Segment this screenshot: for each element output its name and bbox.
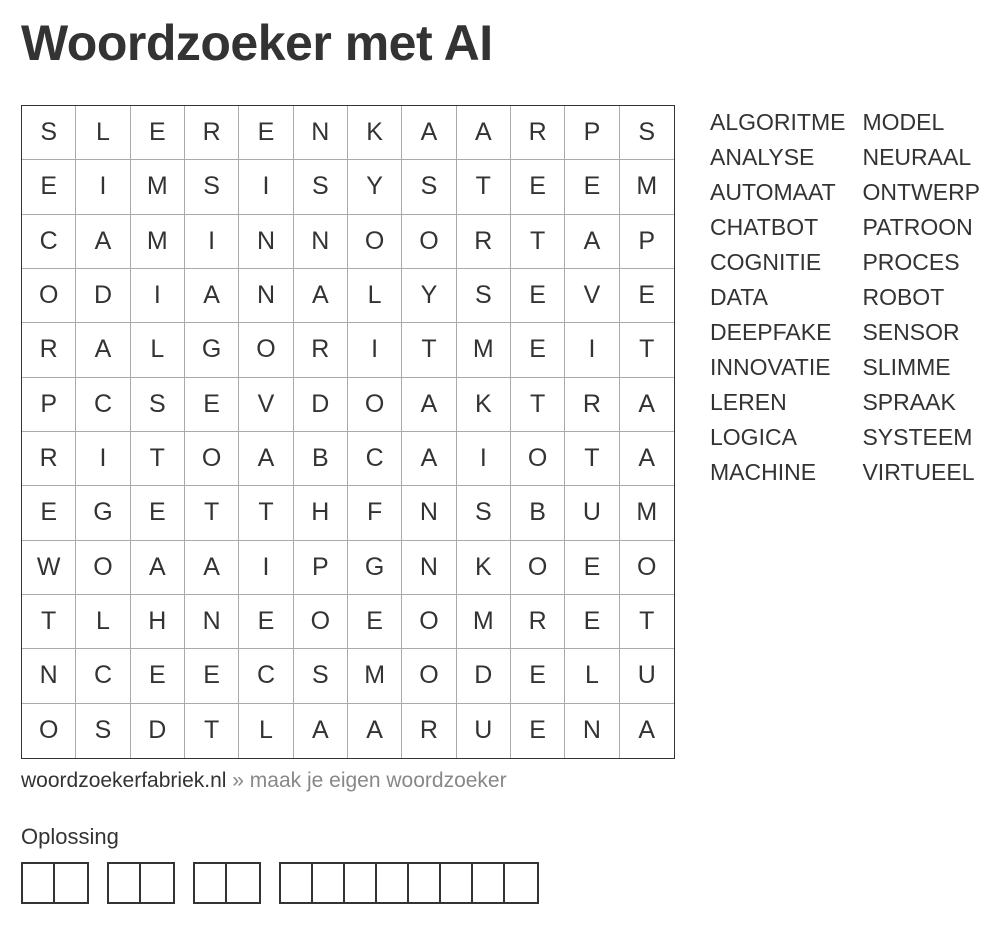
grid-cell: M: [620, 160, 674, 214]
grid-cell: P: [294, 541, 348, 595]
word-list-item: MODEL: [862, 109, 945, 135]
grid-cell: U: [620, 649, 674, 703]
grid-cell: E: [131, 106, 185, 160]
grid-cell: E: [348, 595, 402, 649]
grid-cell: O: [402, 595, 456, 649]
grid-cell: E: [22, 486, 76, 540]
grid-cell: R: [185, 106, 239, 160]
grid-cell: L: [131, 323, 185, 377]
grid-cell: U: [457, 704, 511, 758]
solution-boxes: [21, 862, 539, 904]
grid-cell: E: [22, 160, 76, 214]
grid-cell: E: [511, 704, 565, 758]
word-list-item: ALGORITME: [710, 109, 846, 135]
grid-cell: N: [565, 704, 619, 758]
grid-cell: C: [76, 649, 130, 703]
grid-cell: R: [22, 323, 76, 377]
grid-cell: O: [185, 432, 239, 486]
grid-cell: T: [565, 432, 619, 486]
solution-letter-box[interactable]: [345, 864, 377, 902]
solution-word-group: [21, 862, 89, 904]
grid-cell: T: [511, 378, 565, 432]
grid-cell: N: [185, 595, 239, 649]
grid-cell: I: [76, 160, 130, 214]
grid-cell: M: [131, 160, 185, 214]
footer-tagline: » maak je eigen woordzoeker: [226, 769, 507, 792]
grid-cell: I: [76, 432, 130, 486]
grid-cell: O: [402, 649, 456, 703]
word-list-item: SENSOR: [862, 319, 960, 345]
grid-cell: C: [348, 432, 402, 486]
grid-cell: A: [565, 215, 619, 269]
grid-cell: T: [620, 595, 674, 649]
solution-letter-box[interactable]: [23, 864, 55, 902]
letter-grid: [21, 105, 675, 759]
grid-cell: L: [239, 704, 293, 758]
word-list-item: PROCES: [862, 249, 960, 275]
grid-cell: E: [511, 160, 565, 214]
grid-cell: L: [565, 649, 619, 703]
grid-cell: M: [348, 649, 402, 703]
grid-cell: A: [638, 716, 656, 745]
grid-cell: I: [348, 323, 402, 377]
solution-letter-box[interactable]: [313, 864, 345, 902]
grid-cell: K: [457, 378, 511, 432]
site-link[interactable]: woordzoekerfabriek.nl: [21, 769, 227, 792]
grid-cell: Y: [348, 160, 402, 214]
grid-cell: A: [239, 432, 293, 486]
grid-cell: V: [565, 269, 619, 323]
solution-letter-box[interactable]: [505, 864, 537, 902]
grid-cell: S: [131, 378, 185, 432]
grid-cell: P: [22, 378, 76, 432]
grid-cell: S: [620, 106, 674, 160]
grid-cell: I: [457, 432, 511, 486]
grid-cell: C: [239, 649, 293, 703]
grid-cell: R: [565, 378, 619, 432]
grid-cell: W: [22, 541, 76, 595]
grid-cell: L: [348, 269, 402, 323]
solution-letter-box[interactable]: [195, 864, 227, 902]
grid-cell: E: [239, 595, 293, 649]
grid-cell: T: [131, 432, 185, 486]
footer: [21, 767, 507, 795]
solution-letter-box[interactable]: [141, 864, 173, 902]
grid-cell: O: [22, 704, 76, 758]
grid-cell: A: [185, 541, 239, 595]
solution-word-group: [107, 862, 175, 904]
grid-cell: A: [185, 269, 239, 323]
grid-cell: S: [294, 649, 348, 703]
solution-letter-box[interactable]: [55, 864, 87, 902]
solution-word-group: [193, 862, 261, 904]
grid-cell: M: [457, 595, 511, 649]
grid-cell: S: [402, 160, 456, 214]
grid-cell: T: [22, 595, 76, 649]
grid-cell: O: [402, 215, 456, 269]
word-list-item: NEURAAL: [862, 144, 972, 170]
grid-cell: T: [185, 704, 239, 758]
grid-cell: G: [185, 323, 239, 377]
word-list-column-2: [862, 105, 980, 490]
grid-cell: N: [22, 649, 76, 703]
word-list-item: DATA: [710, 284, 768, 310]
word-list-item: MACHINE: [710, 459, 817, 485]
grid-cell: T: [457, 160, 511, 214]
solution-letter-box[interactable]: [441, 864, 473, 902]
grid-cell: N: [239, 269, 293, 323]
grid-cell: M: [131, 215, 185, 269]
grid-cell: F: [348, 486, 402, 540]
solution-letter-box[interactable]: [473, 864, 505, 902]
grid-cell: E: [185, 649, 239, 703]
grid-cell: A: [76, 215, 130, 269]
grid-cell: E: [565, 160, 619, 214]
grid-cell: G: [348, 541, 402, 595]
solution-letter-box[interactable]: [227, 864, 259, 902]
grid-cell: E: [511, 649, 565, 703]
grid-cell: E: [511, 323, 565, 377]
word-list-item: VIRTUEEL: [862, 459, 975, 485]
grid-cell: V: [239, 378, 293, 432]
word-list-item: INNOVATIE: [710, 354, 831, 380]
word-list: [710, 105, 980, 490]
solution-letter-box[interactable]: [109, 864, 141, 902]
word-list-item: SLIMME: [862, 354, 951, 380]
word-list-item: DEEPFAKE: [710, 319, 832, 345]
grid-cell: B: [294, 432, 348, 486]
grid-cell: P: [620, 215, 674, 269]
grid-cell: A: [348, 704, 402, 758]
grid-cell: M: [620, 486, 674, 540]
grid-cell: U: [565, 486, 619, 540]
grid-cell: T: [239, 486, 293, 540]
grid-cell: A: [402, 432, 456, 486]
grid-cell: E: [131, 486, 185, 540]
grid-cell: R: [511, 595, 565, 649]
solution-letter-box[interactable]: [409, 864, 441, 902]
grid-cell: R: [511, 106, 565, 160]
word-list-item: CHATBOT: [710, 214, 819, 240]
grid-cell: C: [76, 378, 130, 432]
grid-cell: L: [76, 106, 130, 160]
grid-cell: H: [131, 595, 185, 649]
grid-cell: A: [620, 378, 674, 432]
grid-cell: O: [76, 541, 130, 595]
word-list-item: LEREN: [710, 389, 787, 415]
grid-cell: N: [239, 215, 293, 269]
grid-cell: T: [511, 215, 565, 269]
grid-cell: N: [294, 106, 348, 160]
word-list-item: ROBOT: [862, 284, 945, 310]
grid-cell: A: [76, 323, 130, 377]
grid-cell: T: [185, 486, 239, 540]
solution-label: Oplossing: [21, 824, 119, 849]
grid-cell: P: [565, 106, 619, 160]
grid-cell: I: [185, 215, 239, 269]
grid-cell: A: [294, 269, 348, 323]
grid-cell: S: [185, 160, 239, 214]
grid-cell: N: [402, 486, 456, 540]
word-list-item: LOGICA: [710, 424, 797, 450]
grid-cell: D: [131, 704, 185, 758]
grid-cell: S: [294, 160, 348, 214]
grid-cell: A: [294, 704, 348, 758]
grid-cell: N: [402, 541, 456, 595]
grid-cell: A: [402, 378, 456, 432]
grid-cell: T: [620, 323, 674, 377]
grid-cell: A: [402, 106, 456, 160]
solution-letter-box[interactable]: [281, 864, 313, 902]
grid-cell: O: [511, 541, 565, 595]
grid-cell: O: [511, 432, 565, 486]
solution-word-group: [279, 862, 539, 904]
grid-cell: R: [457, 215, 511, 269]
word-list-item: PATROON: [862, 214, 973, 240]
grid-cell: D: [294, 378, 348, 432]
word-list-column-1: [710, 105, 845, 490]
word-list-item: AUTOMAAT: [710, 179, 836, 205]
grid-cell: A: [620, 432, 674, 486]
grid-cell: S: [457, 269, 511, 323]
grid-cell: E: [565, 595, 619, 649]
grid-cell: I: [239, 160, 293, 214]
grid-cell: E: [185, 378, 239, 432]
grid-cell: R: [22, 432, 76, 486]
grid-cell: L: [76, 595, 130, 649]
grid-cell: O: [620, 541, 674, 595]
grid-cell: T: [402, 323, 456, 377]
grid-cell: R: [402, 704, 456, 758]
grid-cell: O: [239, 323, 293, 377]
grid-cell: N: [294, 215, 348, 269]
grid-cell: O: [294, 595, 348, 649]
page-title: Woordzoeker met AI: [21, 15, 493, 71]
grid-cell: D: [457, 649, 511, 703]
grid-cell: K: [457, 541, 511, 595]
grid-cell: R: [294, 323, 348, 377]
grid-cell: K: [348, 106, 402, 160]
grid-cell: D: [76, 269, 130, 323]
word-list-item: COGNITIE: [710, 249, 822, 275]
grid-cell: E: [131, 649, 185, 703]
grid-cell: S: [22, 106, 76, 160]
grid-cell: G: [76, 486, 130, 540]
grid-cell: I: [565, 323, 619, 377]
grid-cell: H: [294, 486, 348, 540]
grid-cell: B: [511, 486, 565, 540]
grid-cell: E: [565, 541, 619, 595]
grid-cell: S: [457, 486, 511, 540]
grid-cell: O: [348, 378, 402, 432]
grid-cell: M: [457, 323, 511, 377]
grid-cell: I: [239, 541, 293, 595]
grid-cell: O: [22, 269, 76, 323]
grid-cell: I: [131, 269, 185, 323]
grid-cell: A: [457, 106, 511, 160]
grid-cell: O: [348, 215, 402, 269]
word-list-item: SPRAAK: [862, 389, 956, 415]
grid-cell: Y: [402, 269, 456, 323]
grid-cell: E: [620, 269, 674, 323]
word-list-item: ANALYSE: [710, 144, 815, 170]
word-list-item: ONTWERP: [862, 179, 981, 205]
grid-cell: S: [76, 704, 130, 758]
grid-cell: A: [131, 541, 185, 595]
solution-letter-box[interactable]: [377, 864, 409, 902]
grid-cell: E: [239, 106, 293, 160]
word-list-item: SYSTEEM: [862, 424, 973, 450]
grid-cell: E: [511, 269, 565, 323]
grid-cell: C: [22, 215, 76, 269]
